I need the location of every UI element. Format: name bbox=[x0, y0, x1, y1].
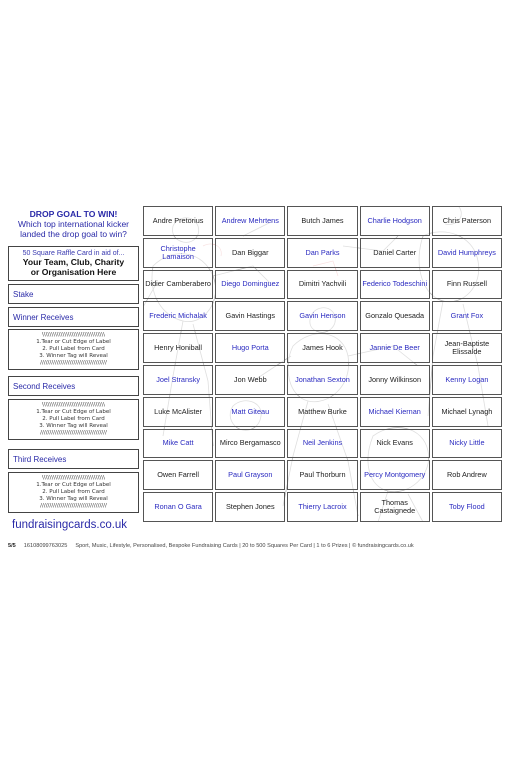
raffle-square[interactable]: Thomas Castaignede bbox=[360, 492, 430, 522]
raffle-square[interactable]: Federico Todeschini bbox=[360, 270, 430, 300]
raffle-square[interactable]: Neil Jenkins bbox=[287, 429, 357, 459]
raffle-square[interactable]: James Hook bbox=[287, 333, 357, 363]
raffle-square[interactable]: Jon Webb bbox=[215, 365, 285, 395]
raffle-square[interactable]: Gonzalo Quesada bbox=[360, 301, 430, 331]
raffle-squares-grid bbox=[143, 206, 502, 522]
tear-step-3: 3. Winner Tag will Reveal bbox=[39, 353, 108, 359]
tear-step-2: 2. Pull Label from Card bbox=[42, 416, 105, 422]
raffle-square[interactable]: Charlie Hodgson bbox=[360, 206, 430, 236]
headline-question-line2: landed the drop goal to win? bbox=[20, 229, 127, 239]
card-info-panel bbox=[8, 206, 139, 554]
raffle-square[interactable]: Nick Evans bbox=[360, 429, 430, 459]
raffle-square[interactable]: Dan Parks bbox=[287, 238, 357, 268]
tear-step-1: 1.Tear or Cut Edge of Label bbox=[36, 339, 111, 345]
raffle-square[interactable]: Paul Thorburn bbox=[287, 460, 357, 490]
raffle-square[interactable]: Andre Pretorius bbox=[143, 206, 213, 236]
headline-question-line1: Which top international kicker bbox=[17, 219, 130, 229]
raffle-square[interactable]: Jonny Wilkinson bbox=[360, 365, 430, 395]
tear-slashes-bottom: //////////////////////////////////// bbox=[40, 360, 107, 366]
raffle-square[interactable]: Matthew Burke bbox=[287, 397, 357, 427]
raffle-square[interactable]: Finn Russell bbox=[432, 270, 502, 300]
footer-tagline: Sport, Music, Lifestyle, Personalised, Bespoke Fundraising Cards | 20 to 500 Squares Per Card | 1 to 6 Prizes | © fundraisingcards.co.uk bbox=[75, 543, 414, 549]
tear-step-2: 2. Pull Label from Card bbox=[42, 346, 105, 352]
raffle-square[interactable]: Michael Kiernan bbox=[360, 397, 430, 427]
raffle-subtitle: 50 Square Raffle Card in aid of... bbox=[22, 250, 125, 257]
tear-step-1: 1.Tear or Cut Edge of Label bbox=[36, 482, 111, 488]
website-link[interactable]: fundraisingcards.co.uk bbox=[12, 519, 128, 531]
third-tear-label[interactable] bbox=[8, 472, 139, 513]
raffle-square[interactable]: David Humphreys bbox=[432, 238, 502, 268]
raffle-square[interactable]: Jean-Baptiste Elissalde bbox=[432, 333, 502, 363]
raffle-square[interactable]: Henry Honiball bbox=[143, 333, 213, 363]
tear-step-3: 3. Winner Tag will Reveal bbox=[39, 496, 108, 502]
raffle-square[interactable]: Jannie De Beer bbox=[360, 333, 430, 363]
raffle-square[interactable]: Nicky Little bbox=[432, 429, 502, 459]
raffle-square[interactable]: Dimitri Yachvili bbox=[287, 270, 357, 300]
raffle-square[interactable]: Chris Paterson bbox=[432, 206, 502, 236]
raffle-card bbox=[8, 206, 505, 554]
raffle-square[interactable]: Hugo Porta bbox=[215, 333, 285, 363]
winner-tear-label[interactable] bbox=[8, 329, 139, 370]
tear-step-3: 3. Winner Tag will Reveal bbox=[39, 423, 108, 429]
tear-slashes-top: \\\\\\\\\\\\\\\\\\\\\\\\\\\\\\\\\\ bbox=[41, 402, 105, 408]
raffle-square[interactable]: Toby Flood bbox=[432, 492, 502, 522]
raffle-square[interactable]: Mirco Bergamasco bbox=[215, 429, 285, 459]
raffle-square[interactable]: Michael Lynagh bbox=[432, 397, 502, 427]
tear-slashes-bottom: //////////////////////////////////// bbox=[40, 503, 107, 509]
raffle-square[interactable]: Grant Fox bbox=[432, 301, 502, 331]
raffle-square[interactable]: Dan Biggar bbox=[215, 238, 285, 268]
raffle-square[interactable]: Percy Montgomery bbox=[360, 460, 430, 490]
tear-step-2: 2. Pull Label from Card bbox=[42, 489, 105, 495]
headline-title: DROP GOAL TO WIN! bbox=[29, 209, 118, 219]
raffle-square[interactable]: Paul Grayson bbox=[215, 460, 285, 490]
second-tear-label[interactable] bbox=[8, 399, 139, 440]
raffle-square[interactable]: Stephen Jones bbox=[215, 492, 285, 522]
raffle-square[interactable]: Didier Camberabero bbox=[143, 270, 213, 300]
raffle-square[interactable]: Butch James bbox=[287, 206, 357, 236]
raffle-square[interactable]: Diego Dominguez bbox=[215, 270, 285, 300]
raffle-square[interactable]: Jonathan Sexton bbox=[287, 365, 357, 395]
barcode-number: 16108099763025 bbox=[23, 543, 68, 549]
raffle-square[interactable]: Christophe Lamaison bbox=[143, 238, 213, 268]
raffle-square[interactable]: Luke McAlister bbox=[143, 397, 213, 427]
raffle-square[interactable]: Kenny Logan bbox=[432, 365, 502, 395]
headline bbox=[8, 209, 139, 239]
winner-receives-field[interactable]: Winner Receives bbox=[8, 307, 139, 327]
second-receives-field[interactable]: Second Receives bbox=[8, 376, 139, 396]
tear-slashes-top: \\\\\\\\\\\\\\\\\\\\\\\\\\\\\\\\\\ bbox=[41, 475, 105, 481]
raffle-square[interactable]: Owen Farrell bbox=[143, 460, 213, 490]
raffle-square[interactable]: Matt Giteau bbox=[215, 397, 285, 427]
raffle-square[interactable]: Daniel Carter bbox=[360, 238, 430, 268]
tear-step-1: 1.Tear or Cut Edge of Label bbox=[36, 409, 111, 415]
raffle-square[interactable]: Gavin Hastings bbox=[215, 301, 285, 331]
third-receives-field[interactable]: Third Receives bbox=[8, 449, 139, 469]
raffle-square[interactable]: Frederic Michalak bbox=[143, 301, 213, 331]
tear-slashes-top: \\\\\\\\\\\\\\\\\\\\\\\\\\\\\\\\\\ bbox=[41, 332, 105, 338]
raffle-square[interactable]: Andrew Mehrtens bbox=[215, 206, 285, 236]
card-footer bbox=[8, 543, 505, 549]
stake-field[interactable]: Stake bbox=[8, 284, 139, 304]
raffle-square[interactable]: Thierry Lacroix bbox=[287, 492, 357, 522]
raffle-square[interactable]: Gavin Henson bbox=[287, 301, 357, 331]
raffle-square[interactable]: Rob Andrew bbox=[432, 460, 502, 490]
raffle-square[interactable]: Ronan O Gara bbox=[143, 492, 213, 522]
raffle-square[interactable]: Joel Stransky bbox=[143, 365, 213, 395]
raffle-title-box bbox=[8, 246, 139, 281]
organisation-line2: or Organisation Here bbox=[30, 267, 117, 277]
raffle-square[interactable]: Mike Catt bbox=[143, 429, 213, 459]
organisation-line1: Your Team, Club, Charity bbox=[22, 257, 125, 267]
tear-slashes-bottom: //////////////////////////////////// bbox=[40, 430, 107, 436]
page-number: 5/5 bbox=[8, 543, 16, 549]
